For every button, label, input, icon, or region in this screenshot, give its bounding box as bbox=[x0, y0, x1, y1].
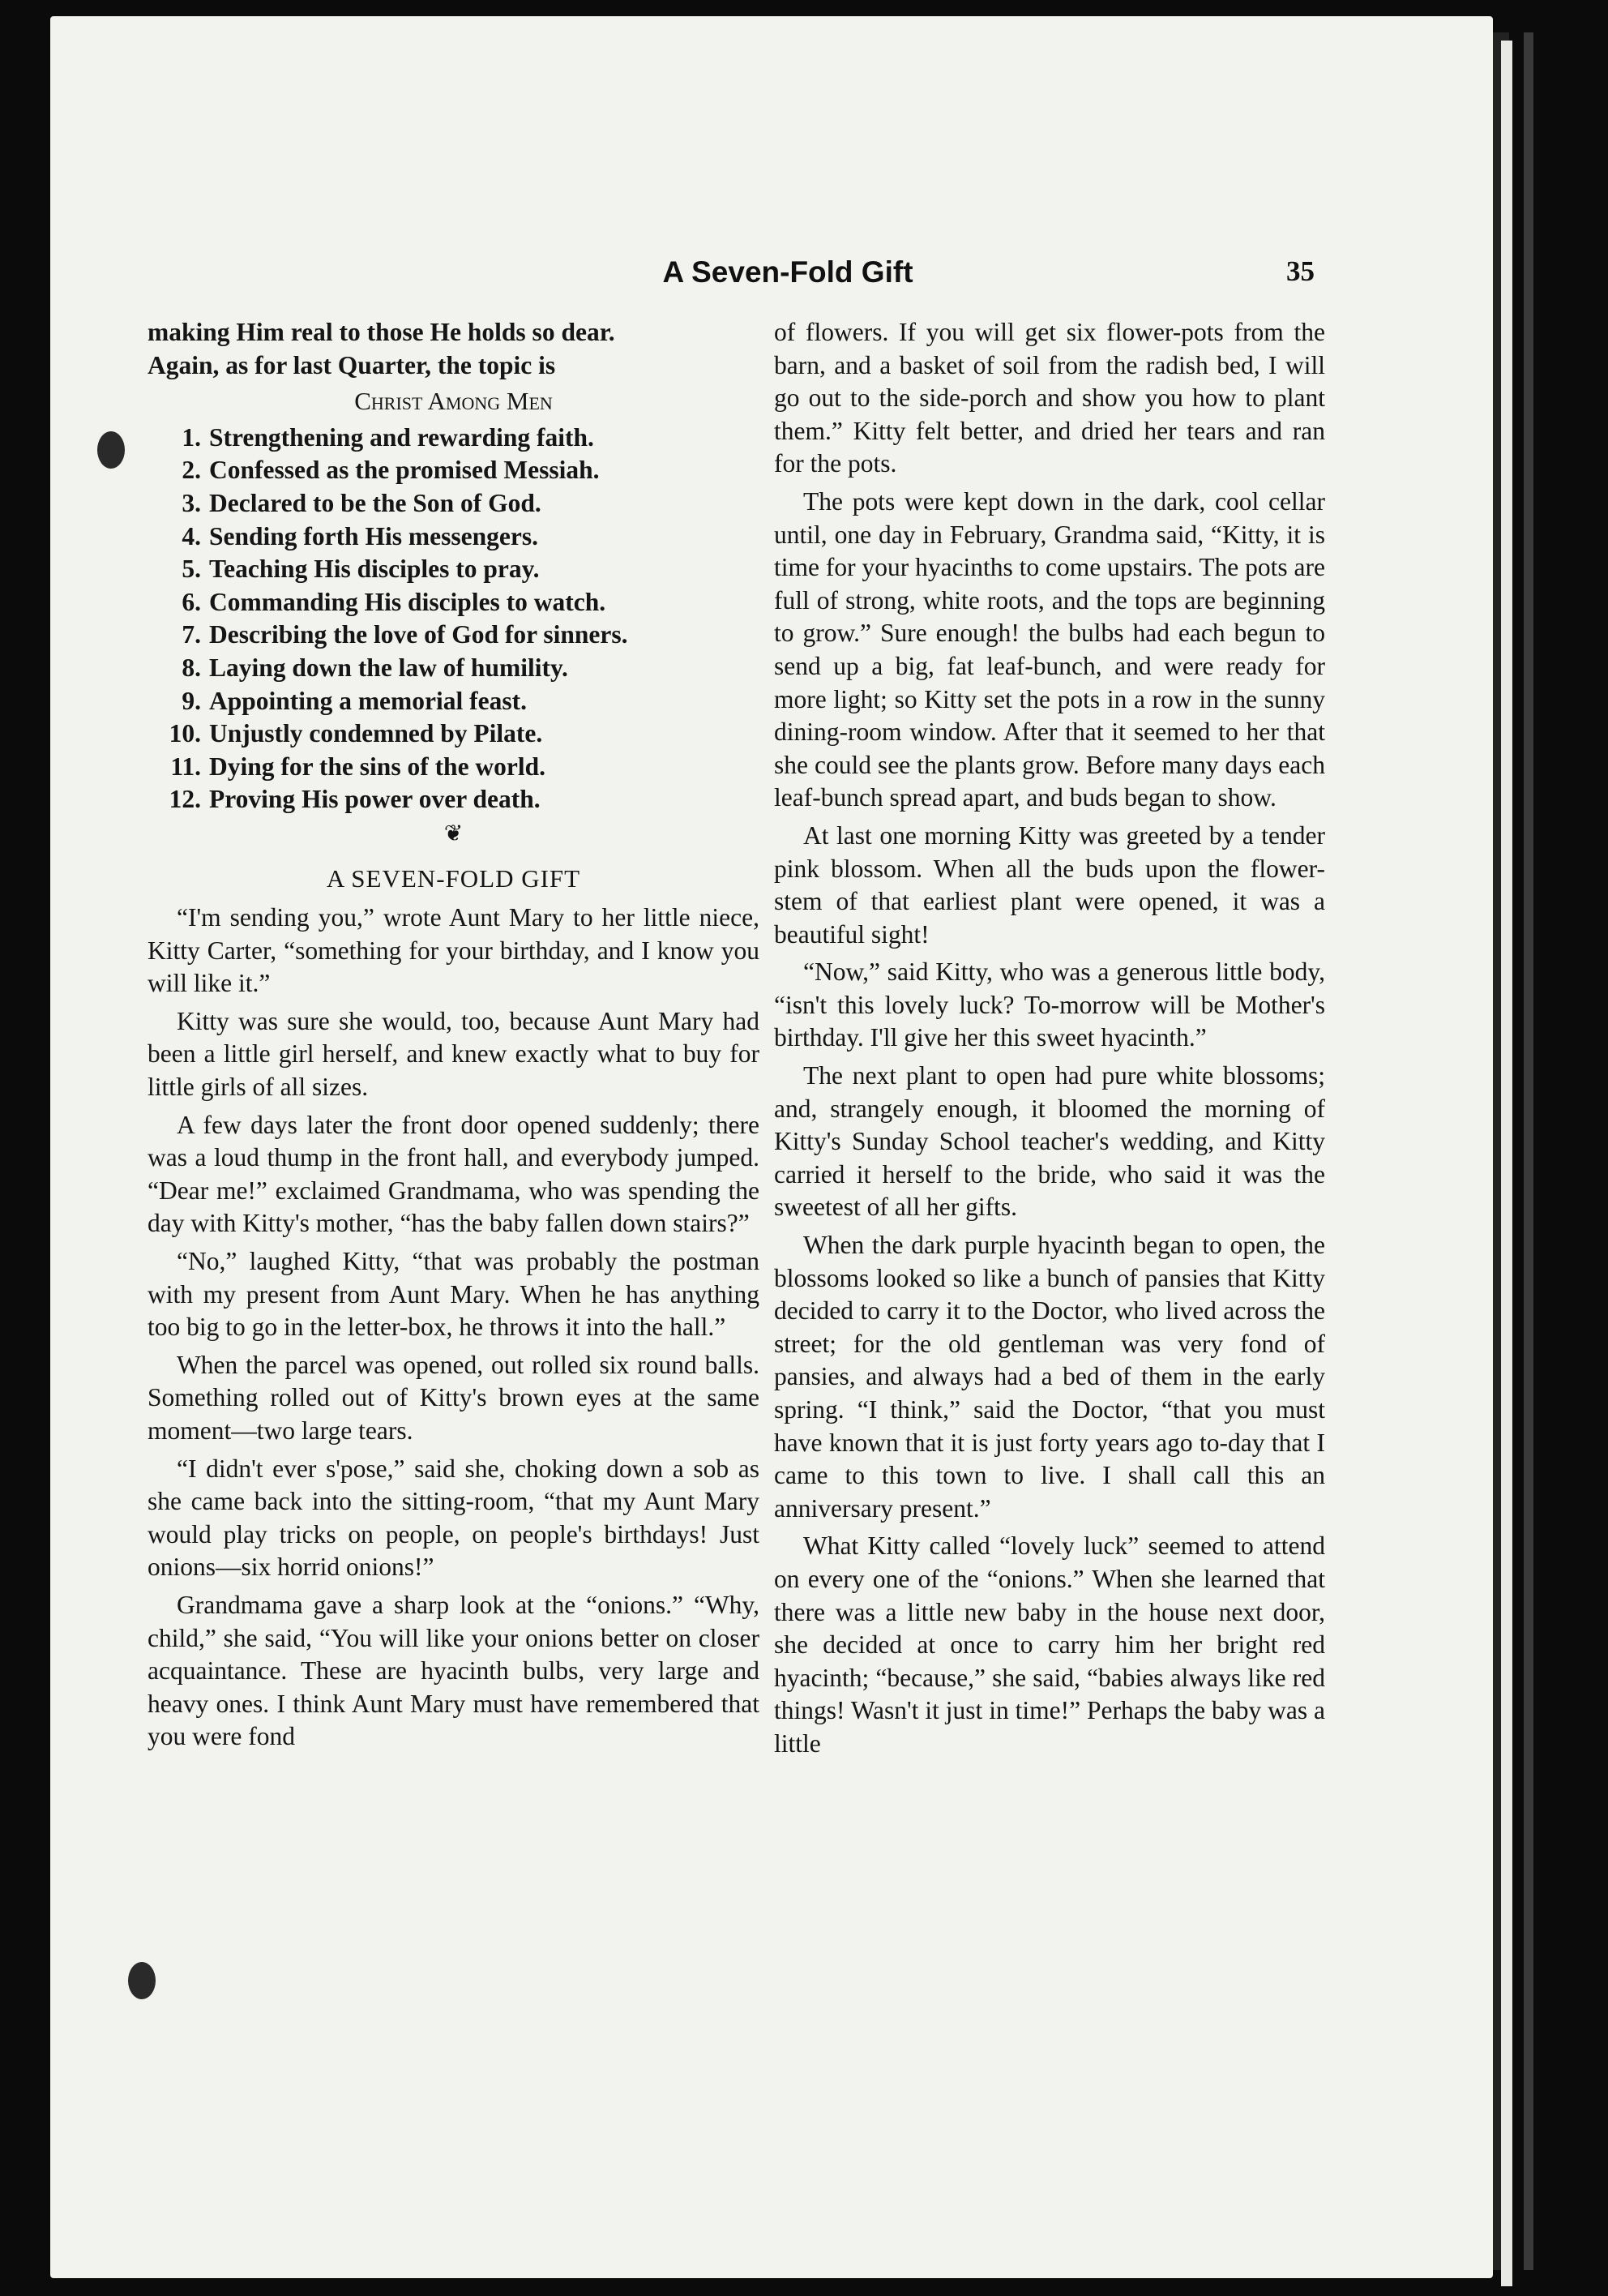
list-item bbox=[148, 783, 759, 816]
paragraph: “I'm sending you,” wrote Aunt Mary to her little niece, Kitty Carter, “something for your birthday, and I know you will like it.” bbox=[148, 903, 759, 998]
section-heading: Christ Among Men bbox=[354, 387, 553, 416]
paragraph: A few days later the front door opened suddenly; there was a loud thump in the front hall, and everybody jumped. “Dear me!” exclaimed Grandmama, who was spending the day with Kitty's mother, “has the baby fallen down stairs?” bbox=[148, 1110, 759, 1238]
intro-line: Again, as for last Quarter, the topic is bbox=[148, 350, 556, 379]
list-number: 8. bbox=[182, 653, 201, 682]
list-number: 7. bbox=[182, 620, 201, 649]
list-item bbox=[148, 487, 759, 520]
paragraph: When the dark purple hyacinth began to open, the blossoms looked so like a bunch of pansies that Kitty decided to carry it to the Doctor, who lived across the street; for the old gentleman was very fond of pansies, and always had a bed of them in the early spring. “I think,” said the Doctor, “that you must have known that it is just forty years ago to-day that I came to this town to live. I shall call this an anniversary present.” bbox=[774, 1231, 1325, 1523]
paragraph: “No,” laughed Kitty, “that was probably the postman with my present from Aunt Mary. When he has anything too big to go in the letter-box, he throws it into the hall.” bbox=[148, 1247, 759, 1342]
list-item bbox=[148, 553, 759, 586]
list-item bbox=[148, 520, 759, 554]
list-text: Sending forth His messengers. bbox=[209, 521, 539, 550]
list-number: 11. bbox=[170, 752, 201, 781]
list-number: 12. bbox=[169, 785, 201, 814]
list-number: 2. bbox=[182, 456, 201, 485]
paragraph: The next plant to open had pure white blossoms; and, strangely enough, it bloomed the morning of Kitty's Sunday School teacher's wedding, and Kitty carried it herself to the bride, who said it was the sweetest of all her gifts. bbox=[774, 1061, 1325, 1222]
list-item bbox=[148, 422, 759, 455]
binding-hole-bottom bbox=[128, 1962, 156, 1999]
left-column bbox=[148, 316, 759, 1754]
running-head: A Seven-Fold Gift bbox=[662, 255, 913, 289]
paragraph: The pots were kept down in the dark, cool cellar until, one day in February, Grandma said, “Kitty, it is time for your hyacinths to come upstairs. The pots are full of strong, white roots, and the tops are beginning to grow.” Sure enough! the bulbs had each begun to send up a big, fat leaf-bunch, and were ready for more light; so Kitty set the pots in a row in the sunny dining-room window. After that it seemed to her that she could see the plants grow. Before many days each leaf-bunch spread apart, and buds began to show. bbox=[774, 486, 1326, 812]
list-item bbox=[148, 619, 759, 652]
paragraph: What Kitty called “lovely luck” seemed to attend on every one of the “onions.” When she learned that there was a little new baby in the house next door, she decided at once to carry him her bright red hyacinth; “because,” she said, “babies always like red things! Wasn't it just in time!” Perhaps the baby was a little bbox=[774, 1531, 1325, 1758]
list-item bbox=[148, 454, 759, 487]
list-text: Proving His power over death. bbox=[209, 785, 541, 814]
right-column bbox=[774, 316, 1325, 1761]
list-number: 10. bbox=[169, 719, 201, 748]
page-edge-right bbox=[1501, 41, 1512, 2286]
list-number: 3. bbox=[182, 488, 201, 517]
paragraph: Grandmama gave a sharp look at the “onions.” “Why, child,” she said, “You will like your onions better on closer acquaintance. These are hyacinth bulbs, very large and heavy ones. I think Aunt Mary must have remembered that you were fond bbox=[148, 1590, 759, 1751]
list-item bbox=[148, 718, 759, 751]
list-item bbox=[148, 586, 759, 619]
paragraph: At last one morning Kitty was greeted by a tender pink blossom. When all the buds upon the flower-stem of that earliest plant were opened, it was a beautiful sight! bbox=[774, 820, 1325, 949]
paragraph: “I didn't ever s'pose,” said she, choking down a sob as she came back into the sitting-room, “that my Aunt Mary would play tricks on people, on people's birthdays! Just onions—six horrid onions!” bbox=[148, 1454, 759, 1582]
paragraph: of flowers. If you will get six flower-pots from the barn, and a basket of soil from the radish bed, I will go out to the side-porch and show you how to plant them.” Kitty felt better, and dried her tears and ran for the pots. bbox=[774, 318, 1325, 478]
list-number: 4. bbox=[182, 521, 201, 550]
list-text: Unjustly condemned by Pilate. bbox=[209, 719, 543, 748]
list-text: Declared to be the Son of God. bbox=[209, 488, 541, 517]
book-spine-edge-outer bbox=[1524, 32, 1533, 2270]
list-number: 1. bbox=[182, 422, 201, 452]
list-text: Strengthening and rewarding faith. bbox=[209, 422, 594, 452]
list-number: 9. bbox=[182, 686, 201, 715]
paragraph: “Now,” said Kitty, who was a generous little body, “isn't this lovely luck? To-morrow will be Mother's birthday. I'll give her this sweet hyacinth.” bbox=[774, 957, 1325, 1052]
intro-line: making Him real to those He holds so dear. bbox=[148, 318, 615, 346]
list-text: Commanding His disciples to watch. bbox=[209, 587, 606, 616]
binding-hole-top bbox=[97, 431, 125, 469]
list-text: Describing the love of God for sinners. bbox=[209, 620, 628, 649]
page-header bbox=[50, 255, 1493, 304]
list-text: Confessed as the promised Messiah. bbox=[209, 456, 600, 485]
list-item bbox=[148, 652, 759, 685]
list-text: Teaching His disciples to pray. bbox=[209, 555, 540, 584]
list-text: Dying for the sins of the world. bbox=[209, 752, 546, 781]
page-number: 35 bbox=[1286, 255, 1315, 287]
list-number: 5. bbox=[182, 555, 201, 584]
list-number: 6. bbox=[182, 587, 201, 616]
list-item bbox=[148, 751, 759, 784]
list-item bbox=[148, 685, 759, 718]
topic-list bbox=[148, 422, 759, 816]
list-text: Laying down the law of humility. bbox=[209, 653, 568, 682]
story-title: A SEVEN-FOLD GIFT bbox=[326, 863, 581, 893]
list-text: Appointing a memorial feast. bbox=[209, 686, 527, 715]
paragraph: Kitty was sure she would, too, because Aunt Mary had been a little girl herself, and knew exactly what to buy for little girls of all sizes. bbox=[148, 1006, 759, 1102]
ornament-icon: ❦ bbox=[443, 820, 464, 846]
paragraph: When the parcel was opened, out rolled six round balls. Something rolled out of Kitty's brown eyes at the same moment—two large tears. bbox=[148, 1350, 759, 1445]
